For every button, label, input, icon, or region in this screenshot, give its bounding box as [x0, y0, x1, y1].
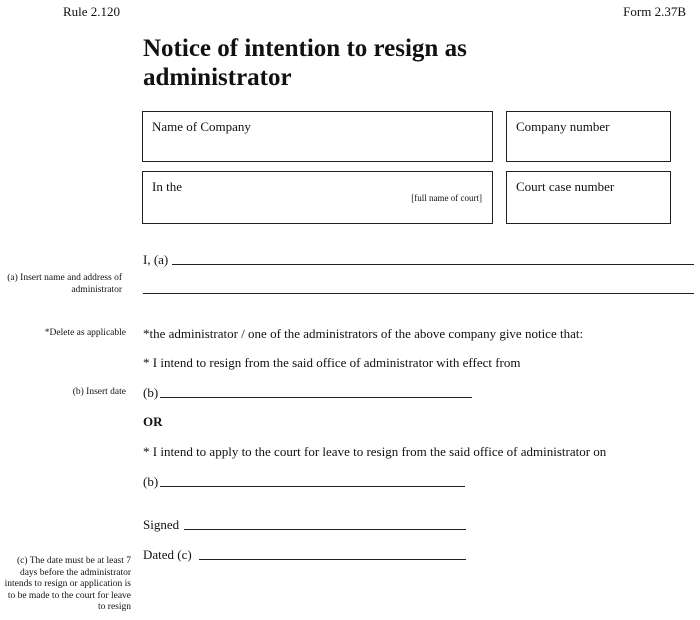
administrator-address-line[interactable]: [143, 293, 694, 294]
option1-text: * I intend to resign from the said office of administrator with effect from: [143, 355, 521, 370]
i-prefix-label: I, (a): [143, 252, 169, 267]
statement-text: *the administrator / one of the administrators of the above company give notice that:: [143, 326, 584, 341]
company-name-box[interactable]: [142, 111, 493, 162]
option2-text: * I intend to apply to the court for leave to resign from the said office of administrator on: [143, 444, 607, 459]
company-number-box[interactable]: [506, 111, 671, 162]
page-title: Notice of intention to resign as administrator: [143, 35, 467, 91]
administrator-name-line[interactable]: [172, 264, 694, 265]
or-separator: OR: [143, 414, 163, 429]
margin-note-delete: *Delete as applicable: [44, 328, 126, 338]
signature-line[interactable]: [184, 529, 466, 530]
b-label-2: (b): [143, 474, 159, 489]
signed-label: Signed: [143, 517, 180, 532]
dated-line[interactable]: [199, 559, 466, 560]
margin-note-b: (b) Insert date: [72, 387, 126, 397]
resign-date-line[interactable]: [160, 397, 472, 398]
dated-label: Dated (c): [143, 547, 192, 562]
form-reference: Form 2.37B: [623, 4, 686, 19]
court-hint: [full name of court]: [411, 193, 482, 203]
margin-note-c: (c) The date must be at least 7 days before the administrator intends to resign or application is to be made to the court for leave to resign: [4, 556, 131, 612]
application-date-line[interactable]: [160, 486, 465, 487]
rule-reference: Rule 2.120: [63, 4, 121, 19]
company-number-label: Company number: [516, 119, 610, 134]
case-number-box[interactable]: [506, 171, 671, 224]
company-name-label: Name of Company: [152, 119, 251, 134]
b-label-1: (b): [143, 385, 159, 400]
case-number-label: Court case number: [516, 179, 615, 194]
margin-note-a: (a) Insert name and address of administrator: [7, 273, 122, 295]
court-name-box[interactable]: [142, 171, 493, 224]
court-label: In the: [152, 179, 182, 194]
